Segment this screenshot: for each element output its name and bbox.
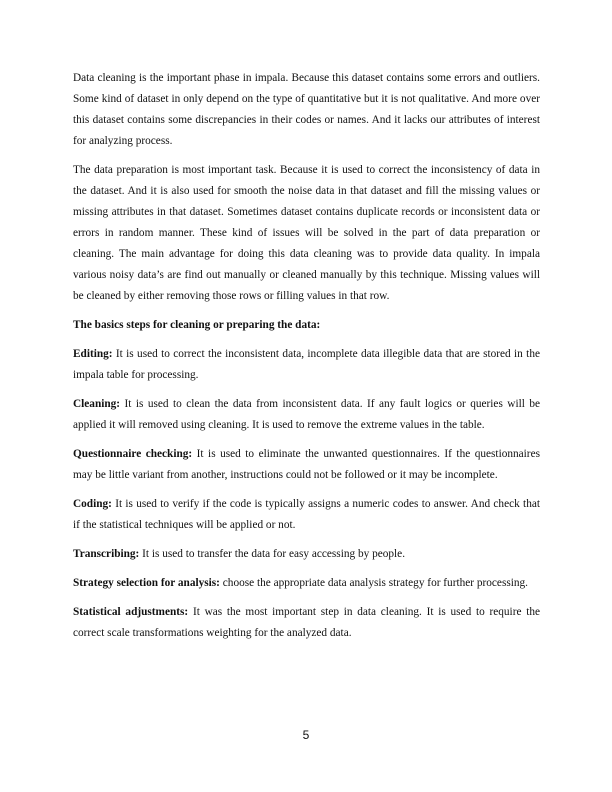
step-text: It was the most important step in data cleaning. It is used to require the correct scale transformations weighting for the analyzed data. — [73, 606, 541, 639]
step-text: It is used to transfer the data for easy accessing by people. — [139, 548, 406, 560]
step-statistical-adjustments — [73, 602, 540, 644]
step-text: It is used to clean the data from inconsistent data. If any fault logics or queries will be applied it will removed using cleaning. It is used to remove the extreme values in the table. — [73, 398, 540, 431]
step-cleaning — [73, 394, 540, 436]
intro-paragraph-2: The data preparation is most important task. Because it is used to correct the inconsistency of data in the dataset. And it is also used for smooth the noise data in that dataset and fill the missing values or missing attributes in that dataset. Sometimes dataset contains duplicate records or inconsistent data or errors in random manner. These kind of issues will be solved in the part of data preparation or cleaning. The main advantage for doing this data cleaning was to provide data quality. In impala various noisy data’s are find out manually or cleaned manually by this technique. Missing values will be cleaned by either removing those rows or filling values in that row. — [73, 164, 540, 302]
step-text: It is used to eliminate the unwanted questionnaires. If the questionnaires may be little variant from another, instructions could not be followed or it may be incomplete. — [73, 448, 540, 481]
step-term: Strategy selection for analysis: — [73, 577, 220, 589]
step-term: Editing: — [73, 348, 113, 360]
intro-paragraph-1: Data cleaning is the important phase in impala. Because this dataset contains some errors and outliers. Some kind of dataset in only depend on the type of quantitative but it is not qualitative. And more over this dataset contains some discrepancies in their codes or names. And it lacks our attributes of interest for analyzing process. — [73, 72, 540, 147]
step-term: Questionnaire checking: — [73, 448, 193, 460]
section-heading: The basics steps for cleaning or preparing the data: — [73, 319, 321, 331]
step-term: Transcribing: — [73, 548, 140, 560]
step-term: Statistical adjustments: — [73, 606, 189, 618]
step-questionnaire-checking — [73, 444, 540, 486]
step-text: choose the appropriate data analysis strategy for further processing. — [219, 577, 528, 589]
page-number: 5 — [302, 728, 310, 742]
step-editing — [73, 344, 540, 386]
step-term: Coding: — [73, 498, 112, 510]
step-strategy-selection — [73, 573, 540, 594]
step-transcribing — [73, 544, 540, 565]
step-text: It is used to correct the inconsistent data, incomplete data illegible data that are stored in the impala table for processing. — [73, 348, 540, 381]
step-term: Cleaning: — [73, 398, 121, 410]
document-body — [73, 68, 540, 652]
step-text: It is used to verify if the code is typically assigns a numeric codes to answer. And check that if the statistical techniques will be applied or not. — [73, 498, 540, 531]
step-coding — [73, 494, 540, 536]
